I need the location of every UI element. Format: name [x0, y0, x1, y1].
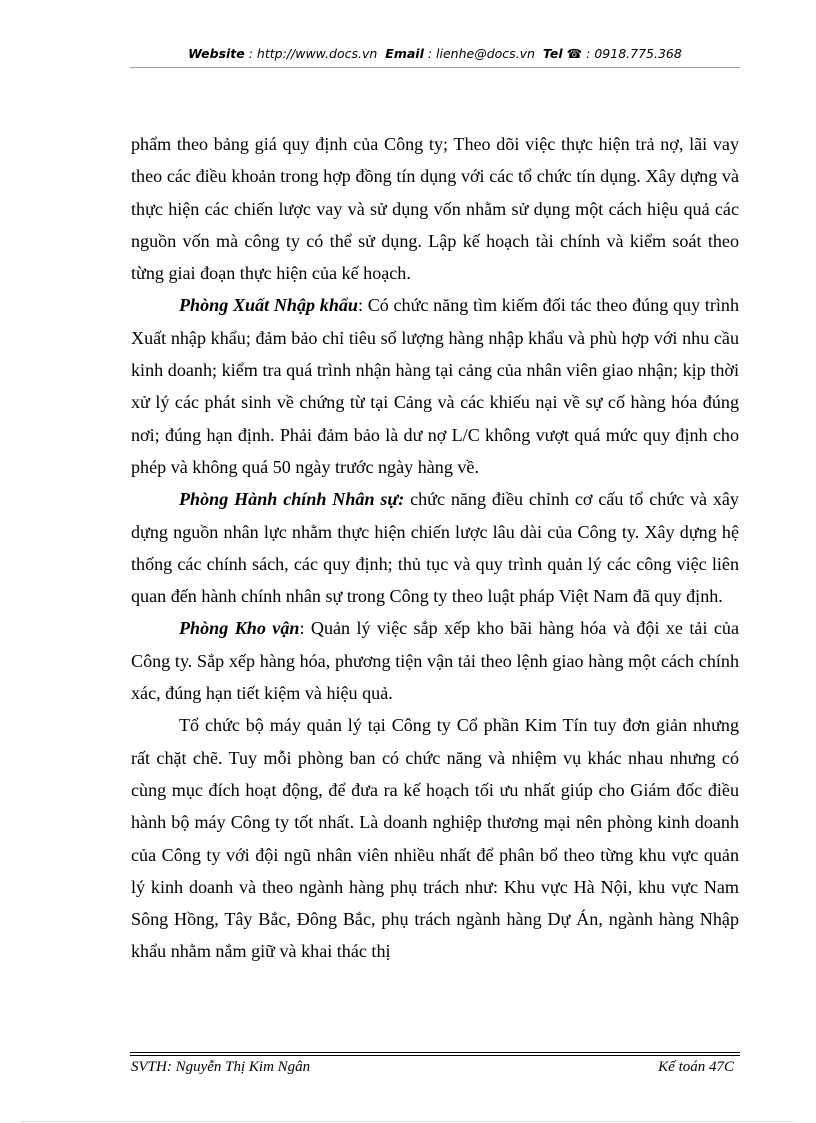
paragraph-organization: Tổ chức bộ máy quản lý tại Công ty Cổ phần Kim Tín tuy đơn giản nhưng rất chặt chẽ. Tuy mỗi phòng ban có chức năng và nhiệm vụ khác nhau nhưng có cùng mục đích hoạt động, để đưa ra kế hoạch tối ưu nhất giúp cho Giám đốc điều hành bộ máy Công ty tốt nhất. Là doanh nghiệp thương mại nên phòng kinh doanh của Công ty với đội ngũ nhân viên nhiều nhất để phân bổ theo từng khu vực quản lý kinh doanh và theo ngành hàng phụ trách như: Khu vực Hà Nội, khu vực Nam Sông Hồng, Tây Bắc, Đông Bắc, phụ trách ngành hàng Dự Án, ngành hàng Nhập khẩu nhằm nắm giữ và khai thác thị — [131, 715, 739, 962]
page-header — [130, 46, 740, 61]
header-divider — [130, 67, 740, 68]
website-label: Website — [188, 46, 245, 61]
hr-dept-label: Phòng Hành chính Nhân sự: — [179, 489, 405, 510]
paragraph-import-export — [131, 289, 739, 483]
logistics-dept-label: Phòng Kho vận — [179, 618, 300, 639]
document-body — [131, 128, 739, 968]
website-separator: : — [244, 46, 257, 61]
email-address[interactable]: lienhe@docs.vn — [436, 46, 535, 61]
tel-label: Tel — [542, 46, 563, 61]
tel-number: 0918.775.368 — [594, 46, 682, 61]
footer-divider-top — [130, 1052, 740, 1053]
paragraph-finance: phẩm theo bảng giá quy định của Công ty; Theo dõi việc thực hiện trả nợ, lãi vay theo các điều khoản trong hợp đồng tín dụng với các tổ chức tín dụng. Xây dựng và thực hiện các chiến lược vay và sử dụng vốn nhằm sử dụng một cách hiệu quả các nguồn vốn mà công ty có thể sử dụng. Lập kế hoạch tài chính và kiểm soát theo từng giai đoạn thực hiện của kế hoạch. — [131, 134, 739, 284]
email-label: Email — [385, 46, 424, 61]
footer-class: Kế toán 47C — [658, 1059, 734, 1075]
paragraph-hr — [131, 483, 739, 612]
website-url[interactable]: http://www.docs.vn — [256, 46, 378, 61]
paragraph-logistics — [131, 612, 739, 709]
import-export-dept-text: : Có chức năng tìm kiếm đối tác theo đúng quy trình Xuất nhập khẩu; đảm bảo chỉ tiêu số lượng hàng nhập khẩu và phù hợp với nhu cầu kinh doanh; kiểm tra quá trình nhận hàng tại cảng của nhân viên giao nhận; kịp thời xử lý các phát sinh về chứng từ tại Cảng và các khiếu nại về sự cố hàng hóa đúng nơi; đúng hạn định. Phải đảm bảo là dư nợ L/C không vượt quá mức quy định cho phép và không quá 50 ngày trước ngày hàng về. — [131, 295, 739, 477]
logistics-dept-text: : Quản lý việc sắp xếp kho bãi hàng hóa và đội xe tải của Công ty. Sắp xếp hàng hóa, phương tiện vận tải theo lệnh giao hàng một cách chính xác, đúng hạn tiết kiệm và hiệu quả. — [131, 618, 739, 704]
page-bottom-edge — [22, 1121, 794, 1122]
footer-student: SVTH: Nguyễn Thị Kim Ngân — [131, 1059, 311, 1075]
import-export-dept-label: Phòng Xuất Nhập khẩu — [179, 295, 358, 316]
hr-dept-text: chức năng điều chỉnh cơ cấu tổ chức và xây dựng nguồn nhân lực nhằm thực hiện chiến lược lâu dài của Công ty. Xây dựng hệ thống các chính sách, các quy định; thủ tục và quy trình quản lý các công việc liên quan đến hành chính nhân sự trong Công ty theo luật pháp Việt Nam đã quy định. — [131, 489, 739, 607]
email-separator: : — [423, 46, 437, 61]
tel-separator: : — [582, 46, 595, 61]
footer-divider-bottom — [130, 1055, 740, 1056]
phone-icon: ☎ — [566, 46, 583, 61]
